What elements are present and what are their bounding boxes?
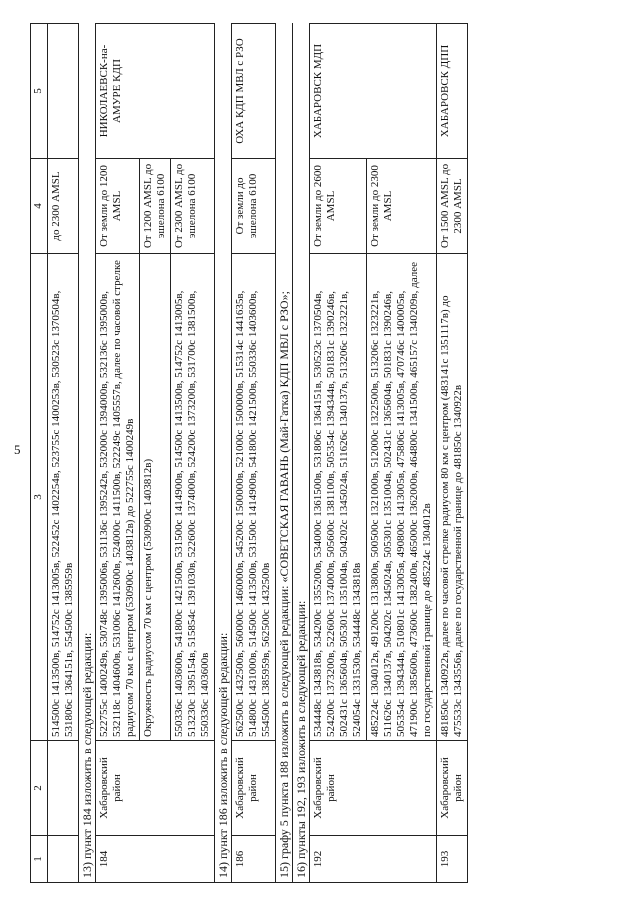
page-number: 5 [14,442,21,457]
table-row-193 [436,23,467,882]
airspace-table [30,23,468,883]
cell-empty [48,23,79,158]
row-186-number: 186 [232,835,276,882]
row-184-coords-a: 522755c 1400249в, 530748c 1395006в, 531136c 1395242в, 532000c 1394000в, 532136c 1395000в, 532118c 1404600в, 531006c 1412600в, 524000c 1411500в, 522249c 1405557в, далее по часовой стрелке радиусом 70 км с центром (530900c 1403812в) до 522755c 1400249в [96,253,140,740]
row-184-unit: НИКОЛАЕВСК-на-АМУРЕ КДП [96,23,215,158]
section-14-row [214,23,231,882]
row-193-number: 193 [436,835,467,882]
continuation-altitude: до 2300 AMSL [48,158,79,253]
table-row-184 [96,23,140,882]
row-184-coords-c: 550336c 1403600в, 541800c 1421500в, 531500c 1414900в, 514500c 1413500в, 514752c 1413005в, 513230c 1395154в, 515854c 1391030в, 522600c 1374000в, 524200c 1373200в, 531700c 1381500в, 550336c 1403600в [170,253,214,740]
row-193-coords: 481850c 1340922в, далее по часовой стрелке радиусом 80 км с центром (483141c 1351117в) до 475533c 1343556в, далее по государственной границе до 481850c 1340922в [436,253,467,740]
table-row-186 [232,23,276,882]
cell-empty [48,835,79,882]
row-192-region: Хабаровский район [310,740,437,835]
row-184-altitude-b: От 1200 AMSL до эшелона 6100 [140,158,171,253]
row-193-unit: ХАБАРОВСК ДПП [436,23,467,158]
row-186-altitude: От земли до эшелона 6100 [232,158,276,253]
section-14-text: 14) пункт 186 изложить в следующей редакции: [214,23,231,882]
header-col-1: 1 [31,835,48,882]
header-row [31,23,48,882]
cell-empty [48,740,79,835]
row-193-altitude: От 1500 AMSL до 2300 AMSL [436,158,467,253]
section-13-row [78,23,95,882]
row-193-region: Хабаровский район [436,740,467,835]
table-row-192 [310,23,367,882]
section-16-row [293,23,310,882]
row-184-altitude-c: От 2300 AMSL до эшелона 6100 [170,158,214,253]
header-col-4: 4 [31,158,48,253]
row-192-coords-a: 534448c 1343818в, 534200c 1355200в, 534000c 1361500в, 531806c 1364151в, 530523c 1370504в, 524200c 1373200в, 522600c 1374000в, 505600c 1381100в, 505354c 1394344в, 501831c 1390246в, 502431c 1365604в, 505301c 1351004в, 504202c 1345024в, 511626c 1340137в, 513206c 1323221в, 524054c 1331530в, 534448c 1343818в [310,253,367,740]
row-186-unit: ОХА КДП МВЛ с РЗО [232,23,276,158]
section-13-text: 13) пункт 184 изложить в следующей редакции: [78,23,95,882]
section-16-text: 16) пункты 192, 193 изложить в следующей редакции: [293,23,310,882]
section-15-text: 15) графу 5 пункта 188 изложить в следующей редакции: «СОВЕТСКАЯ ГАВАНЬ (Май-Гатка) КДП МВЛ с РЗО»; [275,23,292,882]
row-184-region: Хабаровский район [96,740,215,835]
header-col-5: 5 [31,23,48,158]
header-col-3: 3 [31,253,48,740]
row-186-region: Хабаровский район [232,740,276,835]
row-192-altitude-b: От земли до 2300 AMSL [367,158,437,253]
row-192-coords-b: 485224c 1304012в, 491200c 1313800в, 500500c 1321000в, 512000c 1322500в, 513206c 1323221в, 511626c 1340137в, 504202c 1345024в, 505301c 1351004в, 502431c 1365604в, 501831c 1390246в, 505354c 1394344в, 510801c 1413005в, 490800c 1413005в, 475806c 1413005в, 470746c 1400005в, 471900c 1385600в, 473600c 1382400в, 465000c 1362000в, 464800c 1341500в, 465157c 1340209в, далее по государственной границе до 485224c 1304012в [367,253,437,740]
continuation-row [48,23,79,882]
section-15-row [275,23,292,882]
rotated-content [30,23,610,883]
row-192-unit: ХАБАРОВСК МДП [310,23,437,158]
row-186-coords: 562500c 1432500в, 560000c 1460000в, 545200c 1500000в, 521000c 1500000в, 515314c 1441635в, 514800c 1431000в, 514500c 1413500в, 531500c 1414900в, 541800c 1421500в, 550336c 1403600в, 554500c 1385959в, 562500c 1432500в [232,253,276,740]
row-184-coords-b: Окружность радиусом 70 км с центром (530900c 1403812в) [140,253,171,740]
row-192-number: 192 [310,835,437,882]
continuation-coords: 514500c 1413500в, 514752c 1413005в, 522452c 1402254в, 523755c 1400253в, 530523c 1370504в, 531806c 1364151в, 554500c 1385959в [48,253,79,740]
row-184-number: 184 [96,835,215,882]
header-col-2: 2 [31,740,48,835]
row-192-altitude-a: От земли до 2600 AMSL [310,158,367,253]
row-184-altitude-a: От земли до 1200 AMSL [96,158,140,253]
